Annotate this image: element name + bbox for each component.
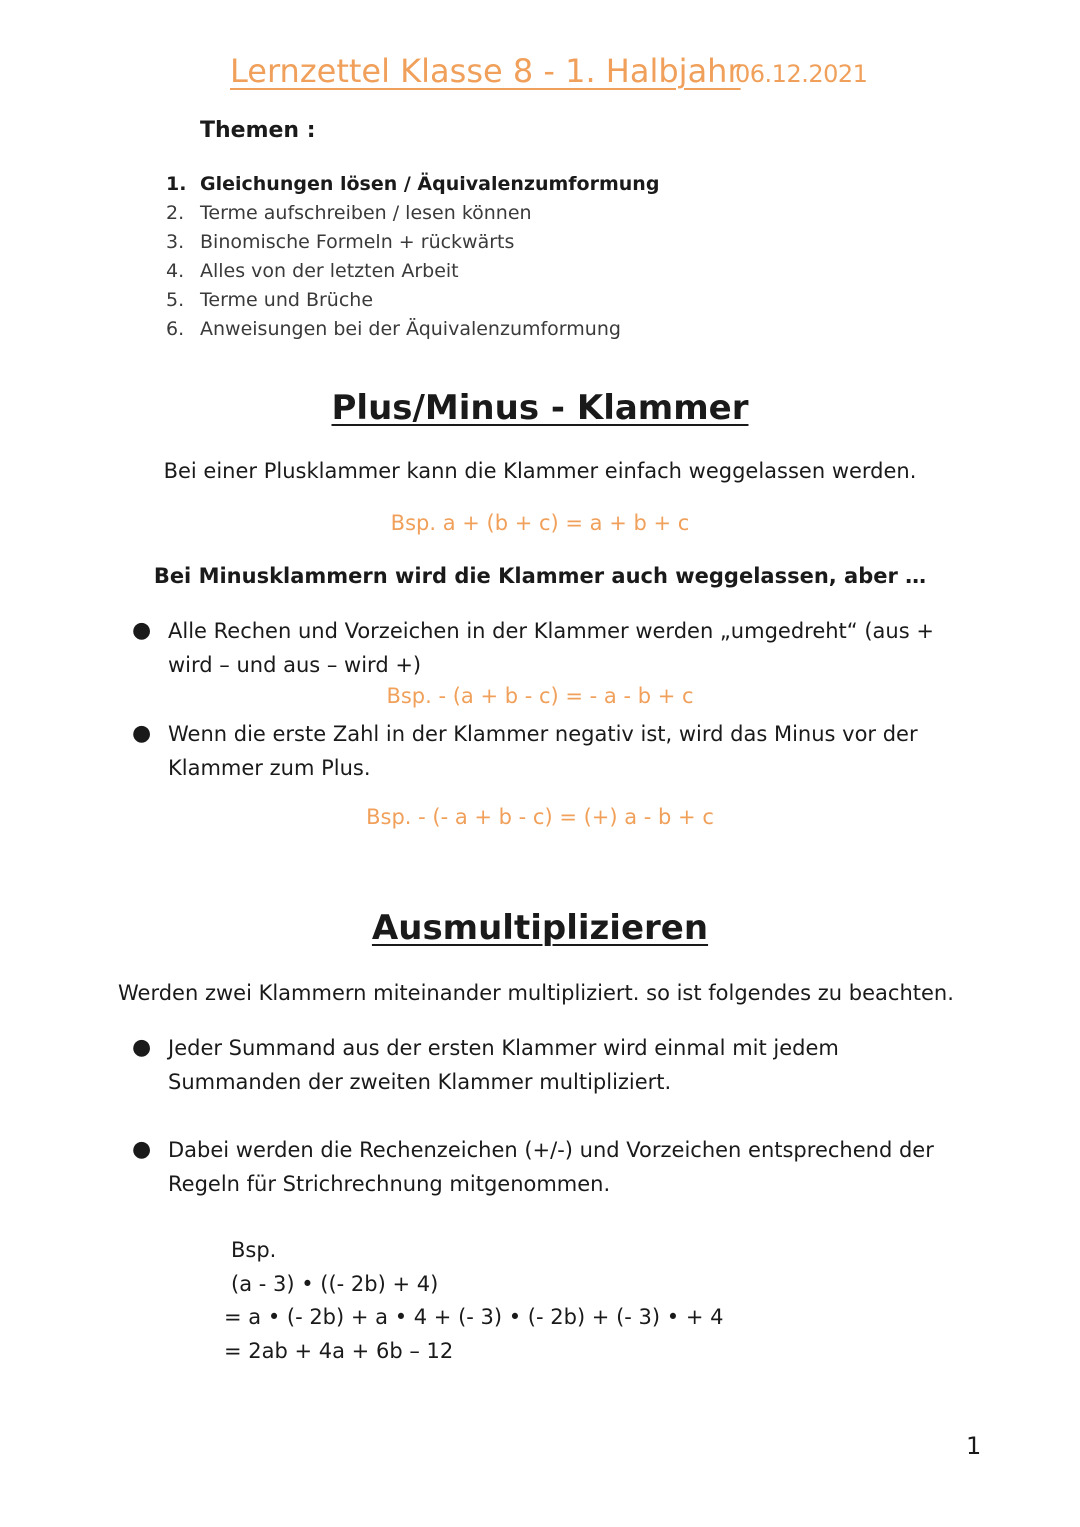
list-item xyxy=(166,199,659,228)
topics-label: Themen : xyxy=(200,118,316,143)
list-item-text: Anweisungen bei der Äquivalenzumformung xyxy=(200,318,621,340)
bullet-icon: ● xyxy=(132,1035,152,1060)
example-line: (a - 3) • ((- 2b) + 4) xyxy=(231,1271,439,1296)
example-line: = a • (- 2b) + a • 4 + (- 3) • (- 2b) + (- 3) • + 4 xyxy=(224,1305,724,1329)
example-formula: Bsp. a + (b + c) = a + b + c xyxy=(390,511,690,535)
bullet-item xyxy=(132,614,962,682)
list-item-number: 5. xyxy=(166,289,185,311)
list-item-text: Binomische Formeln + rückwärts xyxy=(200,231,515,253)
list-item-text: Gleichungen lösen / Äquivalenzumformung xyxy=(200,173,660,195)
bullet-text: Jeder Summand aus der ersten Klammer wird einmal mit jedem Summanden der zweiten Klammer multipliziert. xyxy=(168,1036,839,1094)
page-number: 1 xyxy=(966,1432,982,1460)
list-item-number: 4. xyxy=(166,260,185,282)
list-item-text: Terme aufschreiben / lesen können xyxy=(200,202,532,224)
example-formula: Bsp. - (a + b - c) = - a - b + c xyxy=(386,684,694,708)
list-item-number: 2. xyxy=(166,202,185,224)
list-item xyxy=(166,228,659,257)
bullet-item xyxy=(132,717,962,785)
multiplication-example xyxy=(224,1234,723,1368)
list-item xyxy=(166,315,659,344)
bullet-icon: ● xyxy=(132,618,152,643)
list-item xyxy=(166,257,659,286)
example-formula: Bsp. - (- a + b - c) = (+) a - b + c xyxy=(366,805,714,829)
bullet-icon: ● xyxy=(132,721,152,746)
document-date: 06.12.2021 xyxy=(735,60,868,88)
list-item xyxy=(166,170,659,199)
list-item-number: 3. xyxy=(166,231,185,253)
bullet-item xyxy=(132,1133,962,1201)
example-line: = 2ab + 4a + 6b – 12 xyxy=(224,1338,454,1363)
bullet-text: Dabei werden die Rechenzeichen (+/-) und Vorzeichen entsprechend der Regeln für Strichrechnung mitgenommen. xyxy=(168,1138,934,1196)
bullet-icon: ● xyxy=(132,1137,152,1162)
topics-list xyxy=(166,170,659,344)
bullet-text: Wenn die erste Zahl in der Klammer negativ ist, wird das Minus vor der Klammer zum Plus. xyxy=(168,722,918,780)
section-intro: Bei einer Plusklammer kann die Klammer einfach weggelassen werden. xyxy=(163,459,917,483)
section-subheading: Bei Minusklammern wird die Klammer auch weggelassen, aber … xyxy=(153,564,927,588)
bullet-item xyxy=(132,1031,962,1099)
list-item-text: Alles von der letzten Arbeit xyxy=(200,260,459,282)
example-label: Bsp. xyxy=(231,1238,277,1262)
section-intro: Werden zwei Klammern miteinander multipliziert. so ist folgendes zu beachten. xyxy=(118,981,954,1005)
list-item-number: 6. xyxy=(166,318,185,340)
bullet-text: Alle Rechen und Vorzeichen in der Klammer werden „umgedreht“ (aus + wird – und aus – wird +) xyxy=(168,619,934,677)
list-item-number: 1. xyxy=(166,173,187,195)
page-title: Lernzettel Klasse 8 - 1. Halbjahr xyxy=(230,52,741,90)
list-item xyxy=(166,286,659,315)
list-item-text: Terme und Brüche xyxy=(200,289,374,311)
section-heading-plus-minus: Plus/Minus - Klammer xyxy=(331,388,749,428)
section-heading-ausmultiplizieren: Ausmultiplizieren xyxy=(371,908,709,948)
